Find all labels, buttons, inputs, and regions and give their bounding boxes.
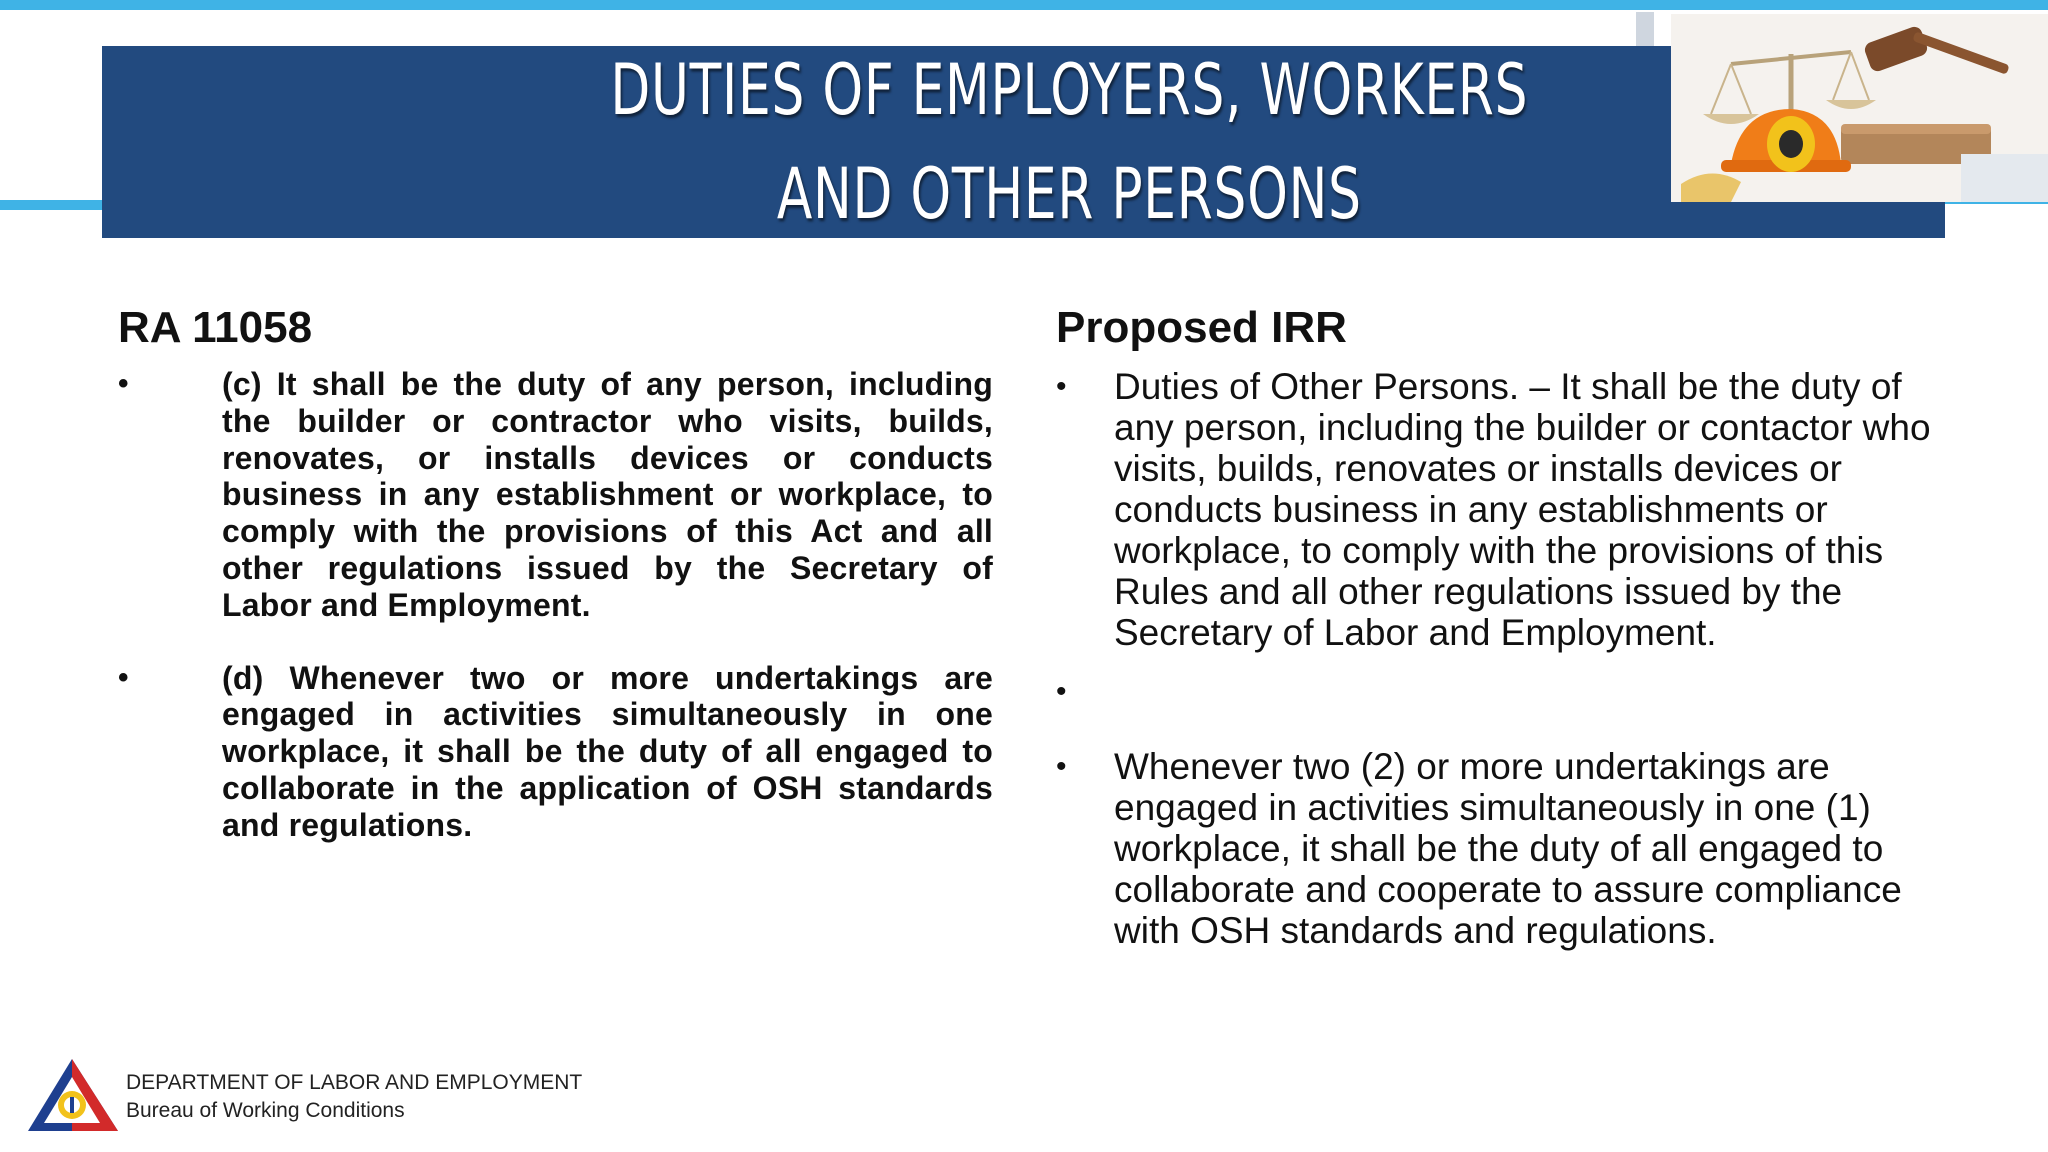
list-item-empty [1056, 671, 1936, 712]
footer [26, 1055, 626, 1135]
footer-department: DEPARTMENT OF LABOR AND EMPLOYMENT [126, 1071, 583, 1094]
left-column [118, 300, 993, 844]
list-item [118, 660, 993, 844]
bullet: • [1056, 750, 1067, 783]
right-column-heading: Proposed IRR [1056, 303, 1347, 352]
list-item [1056, 746, 1936, 951]
list-item [118, 366, 993, 624]
slide-title [374, 46, 1765, 238]
right-column [1056, 300, 1936, 951]
list-item [1056, 366, 1936, 653]
bullet: • [1056, 370, 1067, 403]
top-accent-line [0, 0, 2048, 10]
footer-bureau: Bureau of Working Conditions [126, 1099, 405, 1122]
title-line-2: AND OTHER PERSONS [776, 153, 1362, 235]
list-item-text: (d) Whenever two or more undertakings are engaged in activities simultaneously in one workplace, it shall be the duty of all engaged to collaborate in the application of OSH standards and regulations. [222, 659, 993, 843]
decorative-strip [1636, 12, 1654, 46]
bullet: • [1056, 675, 1067, 708]
left-accent-line [0, 200, 104, 210]
dole-logo-icon [26, 1055, 122, 1140]
list-item-text: Whenever two (2) or more undertakings are engaged in activities simultaneously in one (1) workplace, it shall be the duty of all engaged to collaborate and cooperate to assure compliance with OSH standards and regulations. [1114, 746, 1902, 951]
left-column-heading: RA 11058 [118, 303, 313, 352]
bullet: • [118, 660, 129, 694]
list-item-text: (c) It shall be the duty of any person, including the builder or contractor who visits, builds, renovates, or installs devices or conducts business in any establishment or workplace, to comply with the provisions of this Act and all other regulations issued by the Secretary of Labor and Employment. [222, 366, 993, 623]
bullet: • [118, 367, 129, 400]
justice-scale-gavel-helmet-icon [1671, 14, 2048, 202]
title-line-1: DUTIES OF EMPLOYERS, WORKERS [610, 49, 1529, 131]
list-item-text: Duties of Other Persons. – It shall be the duty of any person, including the builder or contactor who visits, builds, renovates or installs devices or conducts business in any establishments or workplace, to comply with the provisions of this Rules and all other regulations issued by the Secretary of Labor and Employment. [1114, 366, 1931, 653]
